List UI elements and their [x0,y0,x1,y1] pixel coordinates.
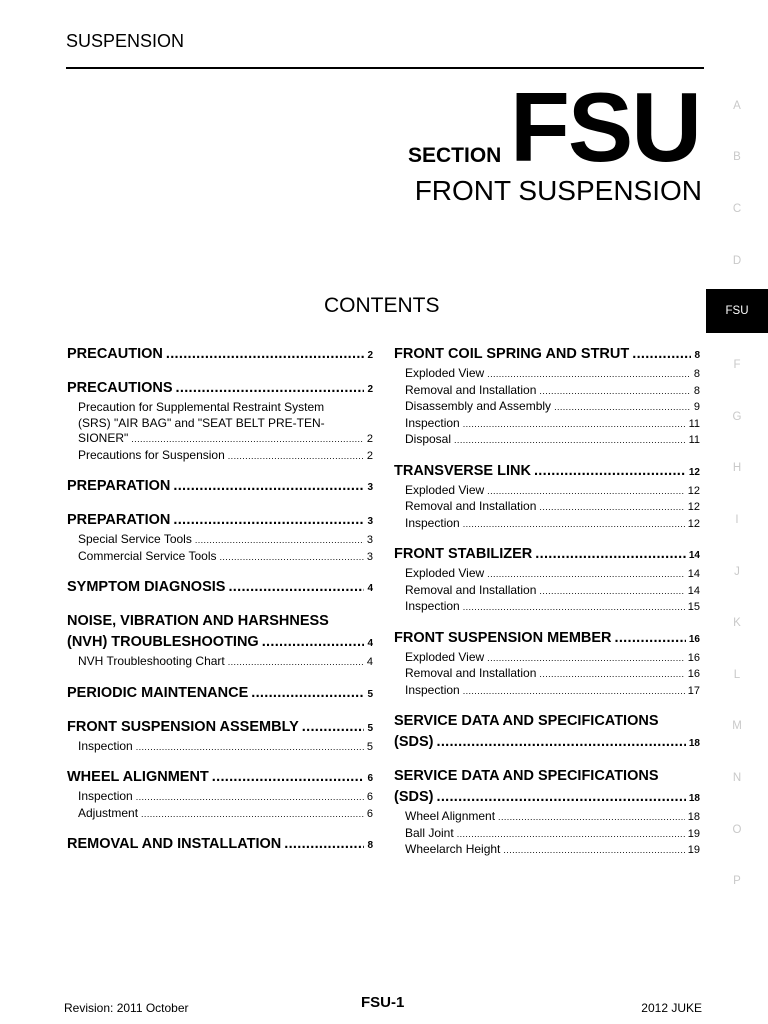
dot-leader [539,384,690,400]
dot-leader [463,517,685,533]
toc-section-entry-page: 16 [688,633,700,645]
toc-right-column [394,344,700,871]
section-tab-i[interactable]: I [735,513,739,526]
toc-item-entry-label: Inspection [78,738,133,753]
toc-section [394,461,700,533]
toc-section-entry[interactable] [67,632,373,654]
toc-item-entry-label: Precautions for Suspension [78,447,225,462]
toc-section-entry-page: 12 [688,466,700,478]
toc-item-entry[interactable] [394,416,700,433]
dot-leader [454,433,686,449]
section-title: FRONT SUSPENSION [414,175,702,206]
toc-item-entry-page: 9 [693,401,700,413]
toc-item-entry[interactable] [67,549,373,566]
toc-section-entry-label: PRECAUTION [67,346,163,362]
toc-item-entry-label: Wheelarch Height [405,842,501,856]
section-tab-a[interactable]: A [733,99,741,112]
dot-leader [228,449,364,465]
toc-section-entry-label: TRANSVERSE LINK [394,462,531,479]
toc-item-entry-label: Removal and Installation [405,499,537,513]
dot-leader [535,544,686,565]
toc-item-entry[interactable] [394,516,700,533]
toc-section-title-line: SERVICE DATA AND SPECIFICATIONS [394,768,659,784]
toc-item-entry[interactable] [394,583,700,600]
toc-item-entry[interactable] [394,399,700,416]
section-index-tabs [706,80,768,907]
toc-section-entry-page: 4 [367,583,373,594]
toc-item-entry-page: 18 [687,811,700,823]
toc-item-entry[interactable] [67,806,373,823]
toc-section-entry[interactable] [67,378,373,400]
toc-section-title-line: SERVICE DATA AND SPECIFICATIONS [394,713,659,729]
dot-leader [463,600,685,616]
toc-section-entry-label: (SDS) [394,789,434,805]
toc-item-entry-label: Commercial Service Tools [78,548,217,563]
toc-item-entry-page: 2 [366,433,373,445]
toc-item-entry[interactable] [394,383,700,400]
toc-section-entry[interactable] [67,717,373,739]
toc-section-entry[interactable] [67,577,373,599]
toc-item-entry-label: Inspection [405,682,460,697]
section-tab-b[interactable]: B [733,151,741,164]
toc-section-entry-label: FRONT COIL SPRING AND STRUT [394,346,630,362]
section-tab-f[interactable]: F [733,359,741,372]
dot-leader [284,834,364,855]
toc-item-entry[interactable] [394,599,700,616]
toc-item-entry[interactable] [394,842,700,859]
dot-leader [487,484,685,500]
toc-item-line: Precaution for Supplemental Restraint System [78,400,325,414]
toc-item-entry[interactable] [394,683,700,700]
toc-section-entry-label: REMOVAL AND INSTALLATION [67,836,282,852]
toc-section-entry-page: 8 [367,840,373,851]
toc-section-entry-page: 18 [688,793,700,804]
toc-section-entry-label: PRECAUTIONS [67,380,173,396]
dot-leader [457,827,685,843]
toc-item-entry-page: 16 [687,668,700,680]
toc-item-entry-page: 11 [688,434,700,446]
dot-leader [166,344,365,365]
toc-item-entry-label: Ball Joint [405,825,454,840]
toc-section-entry[interactable] [67,767,373,789]
toc-section [67,344,373,366]
toc-section-entry[interactable] [67,344,373,366]
toc-section [394,628,700,700]
dot-leader [176,378,365,399]
toc-section-entry-page: 5 [367,688,373,700]
toc-item-entry[interactable] [67,431,373,448]
toc-item-entry-page: 3 [366,550,373,563]
toc-item-entry-label: NVH Troubleshooting Chart [78,654,225,668]
dot-leader [503,843,684,859]
dot-leader [173,476,364,497]
toc-item-entry-page: 12 [687,517,700,530]
dot-leader [228,655,364,671]
toc-section-entry[interactable] [394,544,700,566]
toc-section-entry-page: 2 [367,384,373,395]
toc-item-entry[interactable] [67,739,373,756]
toc-item-entry-label: Inspection [405,515,460,530]
dot-leader [436,787,685,808]
toc-item-entry-label: Removal and Installation [405,666,537,680]
toc-item-entry-page: 15 [687,601,700,613]
toc-section-entry-page: 3 [367,516,373,527]
toc-item-entry-label: Special Service Tools [78,532,192,546]
toc-section-entry-page: 5 [367,722,373,734]
toc-item-entry-page: 8 [693,384,700,397]
toc-item-entry-label: Removal and Installation [405,382,537,397]
toc-item-entry[interactable] [67,654,373,671]
toc-item-entry[interactable] [394,826,700,843]
section-tab-fsu[interactable]: FSU [706,289,768,333]
toc-item-entry-label: Disassembly and Assembly [405,399,552,413]
toc-item-entry-page: 2 [366,449,373,462]
toc-section-entry[interactable] [394,461,700,483]
toc-section [67,683,373,705]
section-code: FSU [510,72,700,182]
section-tab-k[interactable]: K [733,617,741,630]
toc-item-entry[interactable] [67,789,373,806]
toc-item-entry-label: Inspection [405,599,460,613]
dot-leader [262,632,365,653]
dot-leader [228,577,364,598]
chapter-header: SUSPENSION [66,31,185,51]
toc-item-entry[interactable] [394,566,700,583]
toc-item-entry-page: 12 [687,501,700,513]
section-tab-n[interactable]: N [732,771,742,784]
dot-leader [141,807,364,823]
contents-heading: CONTENTS [324,294,440,317]
toc-section [67,510,373,565]
toc-item-entry-label: Exploded View [405,566,485,580]
section-tab-c[interactable]: C [732,202,742,215]
toc-item-entry[interactable] [394,483,700,500]
section-tab-j[interactable]: J [734,565,740,578]
toc-item-line: (SRS) "AIR BAG" and "SEAT BELT PRE-TEN- [78,415,325,430]
dot-leader [251,683,364,704]
toc-item-entry-label: Exploded View [405,366,485,380]
toc-item-entry-label: Removal and Installation [405,582,537,597]
toc-item-entry-label: SIONER" [78,431,129,445]
section-tab-l[interactable]: L [733,668,741,681]
toc-item-entry-page: 6 [366,791,373,803]
toc-item-entry-page: 8 [693,368,700,380]
toc-item-entry-page: 4 [366,656,373,668]
toc-section [67,611,373,671]
toc-item-entry-page: 17 [687,684,700,697]
header-rule [66,67,704,69]
toc-left-column [67,344,373,868]
dot-leader [220,550,364,566]
toc-item-entry-page: 3 [366,534,373,546]
toc-item-entry[interactable] [394,366,700,383]
toc-section-entry-label: FRONT SUSPENSION MEMBER [394,629,612,646]
toc-item-entry[interactable] [394,432,700,449]
toc-section-entry-label: FRONT STABILIZER [394,546,533,562]
toc-item-entry[interactable] [67,532,373,549]
toc-item-entry[interactable] [394,650,700,667]
toc-section [67,834,373,856]
toc-section [394,766,700,859]
toc-item-entry-label: Adjustment [78,805,139,820]
toc-item-entry-page: 14 [687,568,700,580]
dot-leader [136,790,364,806]
toc-section [394,544,700,616]
dot-leader [487,651,685,667]
toc-item-entry-page: 14 [687,584,700,597]
toc-section-entry-page: 4 [367,638,373,649]
toc-item-entry-page: 16 [687,651,700,664]
toc-item-entry-label: Exploded View [405,482,485,497]
toc-section-entry-label: (SDS) [394,734,434,750]
toc-item-entry-label: Exploded View [405,649,485,664]
toc-section [67,476,373,498]
dot-leader [554,400,691,416]
dot-leader [534,461,686,482]
toc-item-entry[interactable] [394,499,700,516]
dot-leader [487,567,685,583]
toc-item-entry-label: Wheel Alignment [405,809,496,823]
dot-leader [632,344,691,365]
toc-item-entry-label: Disposal [405,432,452,446]
toc-section-entry-label: PERIODIC MAINTENANCE [67,684,249,701]
toc-section [394,344,700,449]
toc-item-entry-page: 6 [366,807,373,820]
toc-section-entry-label: WHEEL ALIGNMENT [67,769,209,785]
toc-section-entry[interactable] [394,732,700,754]
footer-page-number: FSU-1 [361,994,405,1011]
dot-leader [487,367,691,383]
dot-leader [615,628,686,649]
section-tab-g[interactable]: G [732,410,742,423]
toc-section-entry-page: 2 [367,350,373,361]
toc-section-entry-label: PREPARATION [67,512,171,528]
dot-leader [173,510,364,531]
dot-leader [463,684,685,700]
toc-section-title-line: NOISE, VIBRATION AND HARSHNESS [67,613,329,629]
dot-leader [302,717,365,738]
toc-section-entry[interactable] [67,476,373,498]
toc-item-entry-page: 19 [687,844,700,856]
toc-item-entry-label: Inspection [78,789,133,803]
toc-section-entry-label: SYMPTOM DIAGNOSIS [67,579,226,595]
dot-leader [539,500,684,516]
toc-section-entry-label: PREPARATION [67,478,171,494]
dot-leader [212,767,365,788]
dot-leader [136,740,364,756]
toc-item-entry[interactable] [394,666,700,683]
toc-item-entry-label: Inspection [405,415,460,430]
toc-item-entry[interactable] [67,448,373,465]
dot-leader [463,417,686,433]
toc-section [394,711,700,754]
toc-section-entry-page: 8 [694,350,700,361]
toc-item-entry-page: 11 [688,417,700,430]
toc-section-entry[interactable] [67,834,373,856]
toc-section-entry-label: (NVH) TROUBLESHOOTING [67,634,259,650]
footer-model: 2012 JUKE [641,1001,702,1015]
toc-section-entry[interactable] [67,510,373,532]
dot-leader [539,584,684,600]
toc-section-entry-page: 14 [688,550,700,561]
toc-section-entry-page: 3 [367,482,373,493]
dot-leader [131,432,364,448]
toc-section [67,577,373,599]
toc-item-entry-page: 5 [366,740,373,753]
section-word: SECTION [408,144,502,167]
toc-section [67,717,373,756]
section-tab-d[interactable]: D [732,254,742,267]
toc-section-entry[interactable] [67,683,373,705]
toc-section-entry[interactable] [394,628,700,650]
toc-section-entry-label: FRONT SUSPENSION ASSEMBLY [67,718,299,735]
toc-item-entry-page: 12 [687,484,700,497]
toc-section [67,378,373,464]
footer-revision: Revision: 2011 October [64,1001,189,1015]
dot-leader [195,533,364,549]
dot-leader [436,732,685,753]
toc-section-entry[interactable] [394,344,700,366]
dot-leader [498,810,685,826]
toc-section [67,767,373,822]
section-tab-h[interactable]: H [732,462,742,475]
toc-section-entry[interactable] [394,787,700,809]
toc-section-entry-page: 6 [367,773,373,784]
toc-item-entry[interactable] [394,809,700,826]
toc-item-entry-page: 19 [687,827,700,840]
section-tab-p[interactable]: P [733,875,741,888]
section-tab-o[interactable]: O [732,823,742,836]
section-tab-m[interactable]: M [732,720,742,733]
dot-leader [539,667,684,683]
toc-section-entry-page: 18 [688,738,700,749]
